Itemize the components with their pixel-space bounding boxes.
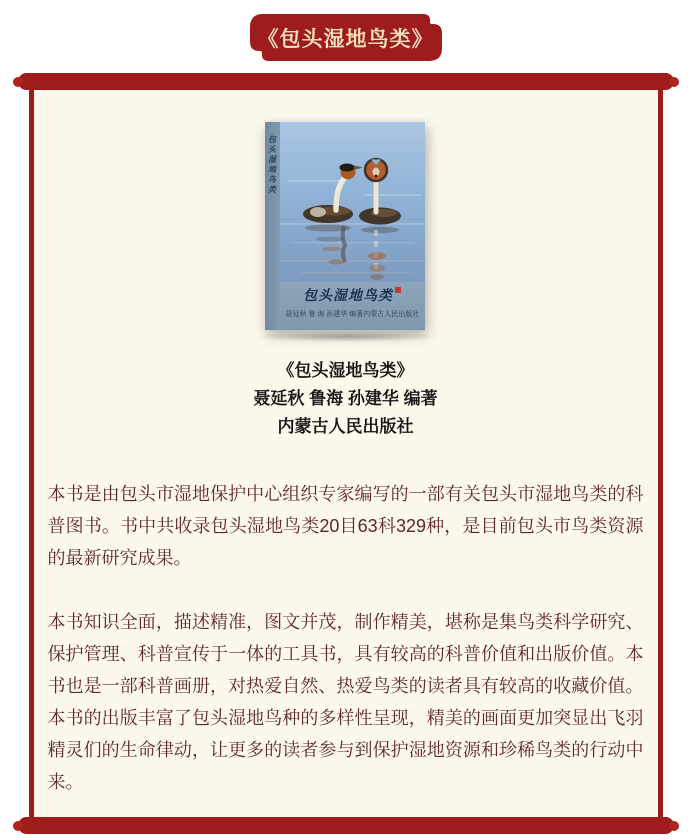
book-cover-title	[280, 287, 425, 304]
book-spine-title: 包头湿地鸟类	[267, 135, 277, 195]
description-paragraph-2: 本书知识全面，描述精准，图文并茂，制作精美，堪称是集鸟类科学研究、保护管理、科普宣传于一体的工具书，具有较高的科普价值和出版价值。本书也是一部科普画册，对热爱自然、热爱鸟类的读者具有较高的收藏价值。本书的出版丰富了包头湿地鸟种的多样性呈现，精美的画面更加突显出飞羽精灵们的生命律动，让更多的读者参与到保护湿地资源和珍稀鸟类的行动中来。	[47, 612, 644, 792]
frame-top-bar	[18, 73, 674, 90]
banner-title: 《包头湿地鸟类》	[257, 27, 434, 51]
title-banner	[250, 14, 442, 61]
book-cover-photo	[280, 122, 425, 282]
book-cover-meta	[280, 304, 425, 319]
book-pages-top-edge	[267, 115, 425, 122]
book-cover	[280, 122, 425, 330]
book-publisher: 内蒙古人民出版社	[277, 417, 414, 436]
book-cover-publisher: 内蒙古人民出版社	[363, 311, 420, 318]
description-paragraph-1: 本书是由包头市湿地保护中心组织专家编写的一部有关包头市湿地鸟类的科普图书。书中共收录包头湿地鸟类20目63科329种，是目前包头市鸟类资源的最新研究成果。	[47, 484, 644, 568]
book-cover-title-text: 包头湿地鸟类	[303, 287, 393, 303]
book-front	[265, 122, 425, 330]
frame-body	[29, 89, 663, 818]
book-authors: 聂延秋 鲁海 孙建华 编著	[253, 389, 438, 408]
book-shadow	[253, 331, 438, 342]
book-title: 《包头湿地鸟类》	[277, 361, 414, 380]
book-cover-title-band	[280, 282, 425, 330]
book-mockup	[265, 115, 427, 342]
book-info-block	[48, 357, 644, 441]
book-spine	[265, 122, 280, 330]
red-seal-icon	[395, 287, 401, 293]
book-cover-authors: 聂延秋 鲁 海 孙建华 编著	[285, 311, 364, 318]
content-frame	[18, 73, 674, 834]
